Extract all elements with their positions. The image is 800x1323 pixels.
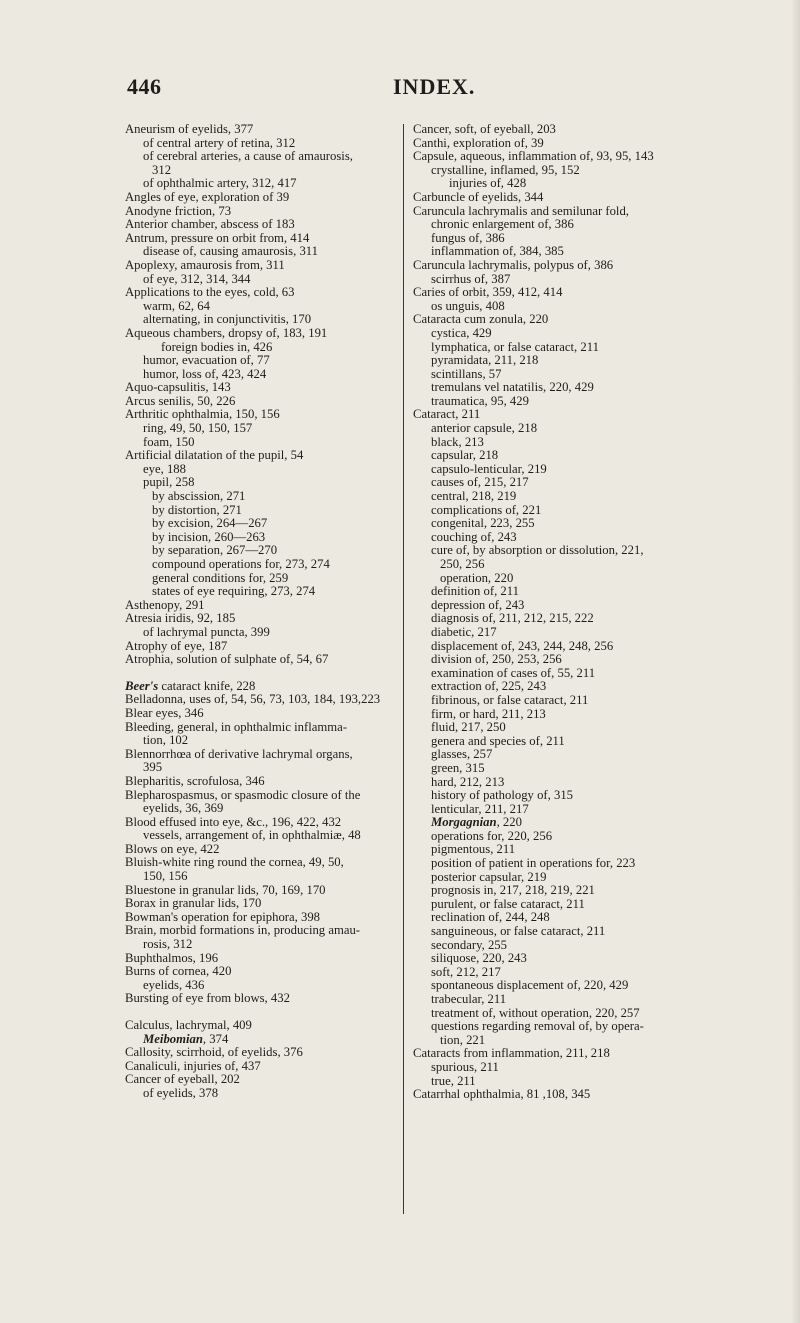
index-entry: diagnosis of, 211, 212, 215, 222 — [431, 611, 594, 626]
index-entry: scintillans, 57 — [431, 366, 502, 381]
index-entry: anterior capsule, 218 — [431, 421, 538, 436]
index-entry: pupil, 258 — [143, 475, 195, 490]
index-entry — [413, 816, 798, 830]
index-entry: warm, 62, 64 — [143, 298, 210, 313]
index-entry: Caruncula lachrymalis and semilunar fold, — [413, 203, 629, 218]
index-entry: by incision, 260—263 — [152, 529, 266, 544]
index-entry: Atrophy of eye, 187 — [125, 638, 228, 653]
index-entry: Aneurism of eyelids, 377 — [125, 122, 254, 136]
index-entry: extraction of, 225, 243 — [431, 679, 547, 694]
page-number: 446 — [127, 74, 162, 99]
index-entry: of lachrymal puncta, 399 — [143, 624, 270, 639]
index-entry: fungus of, 386 — [431, 230, 505, 245]
index-entry: causes of, 215, 217 — [431, 475, 529, 490]
index-entry: history of pathology of, 315 — [431, 788, 574, 803]
index-entry: humor, loss of, 423, 424 — [143, 366, 267, 381]
index-entry: tremulans vel natatilis, 220, 429 — [431, 380, 594, 395]
index-entry: lenticular, 211, 217 — [431, 801, 529, 816]
index-entry: inflammation of, 384, 385 — [431, 244, 564, 259]
index-column-right — [413, 123, 798, 1102]
index-entry-italic: Morgagnian — [431, 815, 497, 830]
index-entry: rosis, 312 — [143, 937, 193, 952]
index-entry: fibrinous, or false cataract, 211 — [431, 692, 589, 707]
index-entry: Angles of eye, exploration of 39 — [125, 189, 290, 204]
index-entry: eye, 188 — [143, 461, 186, 476]
index-entry: by abscission, 271 — [152, 489, 246, 504]
index-entry: alternating, in conjunctivitis, 170 — [143, 312, 312, 327]
index-entry: Catarrhal ophthalmia, 81 ,108, 345 — [413, 1087, 591, 1102]
index-entry: of eyelids, 378 — [143, 1085, 219, 1100]
index-entry: Capsule, aqueous, inflammation of, 93, 95, 143 — [413, 149, 654, 164]
index-entry: posterior capsular, 219 — [431, 869, 547, 884]
index-entry: of ophthalmic artery, 312, 417 — [143, 176, 297, 191]
index-entry: soft, 212, 217 — [431, 964, 501, 979]
index-entry: definition of, 211 — [431, 584, 519, 599]
index-entry: by distortion, 271 — [152, 502, 242, 517]
index-entry: compound operations for, 273, 274 — [152, 557, 330, 571]
index-entry: glasses, 257 — [431, 747, 493, 762]
index-entry: 250, 256 — [440, 557, 485, 571]
index-entry: Anterior chamber, abscess of 183 — [125, 217, 295, 232]
index-entry — [125, 680, 395, 694]
index-entry: injuries of, 428 — [449, 176, 527, 191]
index-entry: Cataracts from inflammation, 211, 218 — [413, 1046, 610, 1061]
index-entry: sanguineous, or false cataract, 211 — [431, 924, 606, 939]
index-entry-italic: Beer's — [125, 678, 159, 693]
index-entry: position of patient in operations for, 223 — [431, 856, 636, 871]
index-entry: of central artery of retina, 312 — [143, 135, 296, 150]
index-entry: Cancer of eyeball, 202 — [125, 1072, 240, 1087]
index-entry: ring, 49, 50, 150, 157 — [143, 421, 253, 436]
index-entry: Calculus, lachrymal, 409 — [125, 1018, 252, 1032]
index-entry: operation, 220 — [440, 570, 514, 585]
index-entry: siliquose, 220, 243 — [431, 951, 527, 966]
index-entry: black, 213 — [431, 434, 484, 449]
index-entry: Arcus senilis, 50, 226 — [125, 393, 236, 408]
index-entry: Caruncula lachrymalis, polypus of, 386 — [413, 257, 614, 272]
index-entry: Callosity, scirrhoid, of eyelids, 376 — [125, 1045, 303, 1060]
index-entry: Blennorrhœa of derivative lachrymal organs, — [125, 746, 353, 761]
index-entry: 312 — [152, 162, 172, 177]
index-entry: Belladonna, uses of, 54, 56, 73, 103, 184, 193,223 — [125, 692, 381, 707]
index-entry: eyelids, 436 — [143, 977, 205, 992]
index-entry: cure of, by absorption or dissolution, 221, — [431, 543, 644, 558]
index-entry: firm, or hard, 211, 213 — [431, 706, 546, 721]
index-entry: Bleeding, general, in ophthalmic inflamma- — [125, 719, 347, 734]
index-entry: traumatica, 95, 429 — [431, 393, 529, 408]
index-entry: displacement of, 243, 244, 248, 256 — [431, 638, 614, 653]
index-entry-rest: , 220 — [496, 815, 522, 830]
index-entry: spontaneous displacement of, 220, 429 — [431, 978, 629, 993]
index-entry: cystica, 429 — [431, 325, 492, 340]
index-entry: Bluestone in granular lids, 70, 169, 170 — [125, 882, 326, 897]
page-edge-shadow — [791, 0, 800, 1323]
index-entry: Atresia iridis, 92, 185 — [125, 611, 236, 626]
index-entry: 150, 156 — [143, 869, 188, 884]
index-entry: Artificial dilatation of the pupil, 54 — [125, 448, 304, 463]
index-entry: foam, 150 — [143, 434, 195, 449]
index-entry: Blows on eye, 422 — [125, 841, 220, 856]
index-entry: Aqueous chambers, dropsy of, 183, 191 — [125, 325, 328, 340]
index-entry: reclination of, 244, 248 — [431, 910, 550, 925]
index-entry: capsulo-lenticular, 219 — [431, 461, 547, 476]
index-entry: examination of cases of, 55, 211 — [431, 665, 596, 680]
index-entry: Aquo-capsulitis, 143 — [125, 380, 231, 395]
index-entry: Asthenopy, 291 — [125, 597, 205, 612]
index-entry: Applications to the eyes, cold, 63 — [125, 285, 295, 300]
index-entry: capsular, 218 — [431, 448, 499, 463]
index-entry: green, 315 — [431, 760, 485, 775]
index-entry: Bluish-white ring round the cornea, 49, 50, — [125, 855, 344, 870]
index-entry: pyramidata, 211, 218 — [431, 353, 539, 368]
index-entry: Atrophia, solution of sulphate of, 54, 67 — [125, 652, 329, 667]
index-entry: Canthi, exploration of, 39 — [413, 135, 544, 150]
index-entry: diabetic, 217 — [431, 624, 497, 639]
index-entry: purulent, or false cataract, 211 — [431, 896, 585, 911]
index-entry: Blepharospasmus, or spasmodic closure of the — [125, 787, 361, 802]
index-entry: by separation, 267—270 — [152, 543, 278, 558]
index-entry: congenital, 223, 255 — [431, 516, 535, 531]
index-entry-italic: Meibomian — [143, 1031, 203, 1046]
index-entry: by excision, 264—267 — [152, 516, 268, 531]
index-entry: Brain, morbid formations in, producing amau- — [125, 923, 361, 938]
index-entry: prognosis in, 217, 218, 219, 221 — [431, 883, 595, 898]
index-entry: lymphatica, or false cataract, 211 — [431, 339, 599, 354]
index-entry: Blood effused into eye, &c., 196, 422, 432 — [125, 814, 342, 829]
index-entry: couching of, 243 — [431, 529, 517, 544]
index-entry: Cataract, 211 — [413, 407, 481, 422]
index-entry: of eye, 312, 314, 344 — [143, 271, 251, 286]
index-entry: Antrum, pressure on orbit from, 414 — [125, 230, 310, 245]
index-entry: fluid, 217, 250 — [431, 720, 506, 735]
index-entry: Borax in granular lids, 170 — [125, 896, 262, 911]
index-entry — [125, 1033, 395, 1047]
index-entry: Burns of cornea, 420 — [125, 964, 232, 979]
index-entry: crystalline, inflamed, 95, 152 — [431, 162, 580, 177]
index-entry: operations for, 220, 256 — [431, 828, 553, 843]
index-entry-rest: , 374 — [202, 1031, 229, 1046]
index-entry: Caries of orbit, 359, 412, 414 — [413, 285, 563, 300]
index-entry: secondary, 255 — [431, 937, 507, 952]
index-entry: states of eye requiring, 273, 274 — [152, 584, 316, 599]
index-entry: humor, evacuation of, 77 — [143, 353, 270, 368]
index-entry: Blear eyes, 346 — [125, 705, 204, 720]
index-entry: Bowman's operation for epiphora, 398 — [125, 909, 321, 924]
index-entry: eyelids, 36, 369 — [143, 801, 224, 816]
index-entry: hard, 212, 213 — [431, 774, 505, 789]
index-entry: of cerebral arteries, a cause of amaurosis, — [143, 149, 353, 164]
index-entry: tion, 221 — [440, 1032, 486, 1047]
index-entry: os unguis, 408 — [431, 298, 505, 313]
index-entry: treatment of, without operation, 220, 257 — [431, 1005, 640, 1020]
index-entry: chronic enlargement of, 386 — [431, 217, 574, 232]
running-head: INDEX. — [393, 74, 476, 99]
index-entry: complications of, 221 — [431, 502, 542, 517]
index-entry: division of, 250, 253, 256 — [431, 652, 562, 667]
index-entry: Cataracta cum zonula, 220 — [413, 312, 549, 327]
index-column-left — [125, 123, 395, 1101]
index-entry: Blepharitis, scrofulosa, 346 — [125, 773, 265, 788]
index-entry: Arthritic ophthalmia, 150, 156 — [125, 407, 280, 422]
index-entry: spurious, 211 — [431, 1059, 499, 1074]
index-entry: general conditions for, 259 — [152, 570, 289, 585]
index-entry: true, 211 — [431, 1073, 476, 1088]
index-entry: trabecular, 211 — [431, 992, 507, 1006]
index-entry: depression of, 243 — [431, 597, 525, 612]
index-entry: Anodyne friction, 73 — [125, 203, 232, 218]
index-entry: Canaliculi, injuries of, 437 — [125, 1058, 261, 1073]
index-entry: Bursting of eye from blows, 432 — [125, 991, 290, 1006]
index-entry: central, 218, 219 — [431, 489, 517, 504]
index-entry: genera and species of, 211 — [431, 733, 565, 748]
index-entry: 395 — [143, 760, 163, 775]
index-entry: tion, 102 — [143, 733, 189, 748]
index-entry: questions regarding removal of, by opera- — [431, 1019, 644, 1034]
index-entry: Buphthalmos, 196 — [125, 950, 219, 965]
index-entry: Apoplexy, amaurosis from, 311 — [125, 257, 285, 272]
index-entry: scirrhus of, 387 — [431, 271, 511, 286]
index-entry: Cancer, soft, of eyeball, 203 — [413, 122, 556, 136]
index-entry: pigmentous, 211 — [431, 842, 516, 857]
index-entry-rest: cataract knife, 228 — [158, 678, 256, 693]
index-entry: foreign bodies in, 426 — [161, 339, 273, 354]
index-entry: vessels, arrangement of, in ophthalmiæ, 48 — [143, 828, 361, 843]
index-entry: disease of, causing amaurosis, 311 — [143, 244, 318, 259]
index-entry: Carbuncle of eyelids, 344 — [413, 189, 544, 204]
column-divider — [403, 124, 404, 1214]
